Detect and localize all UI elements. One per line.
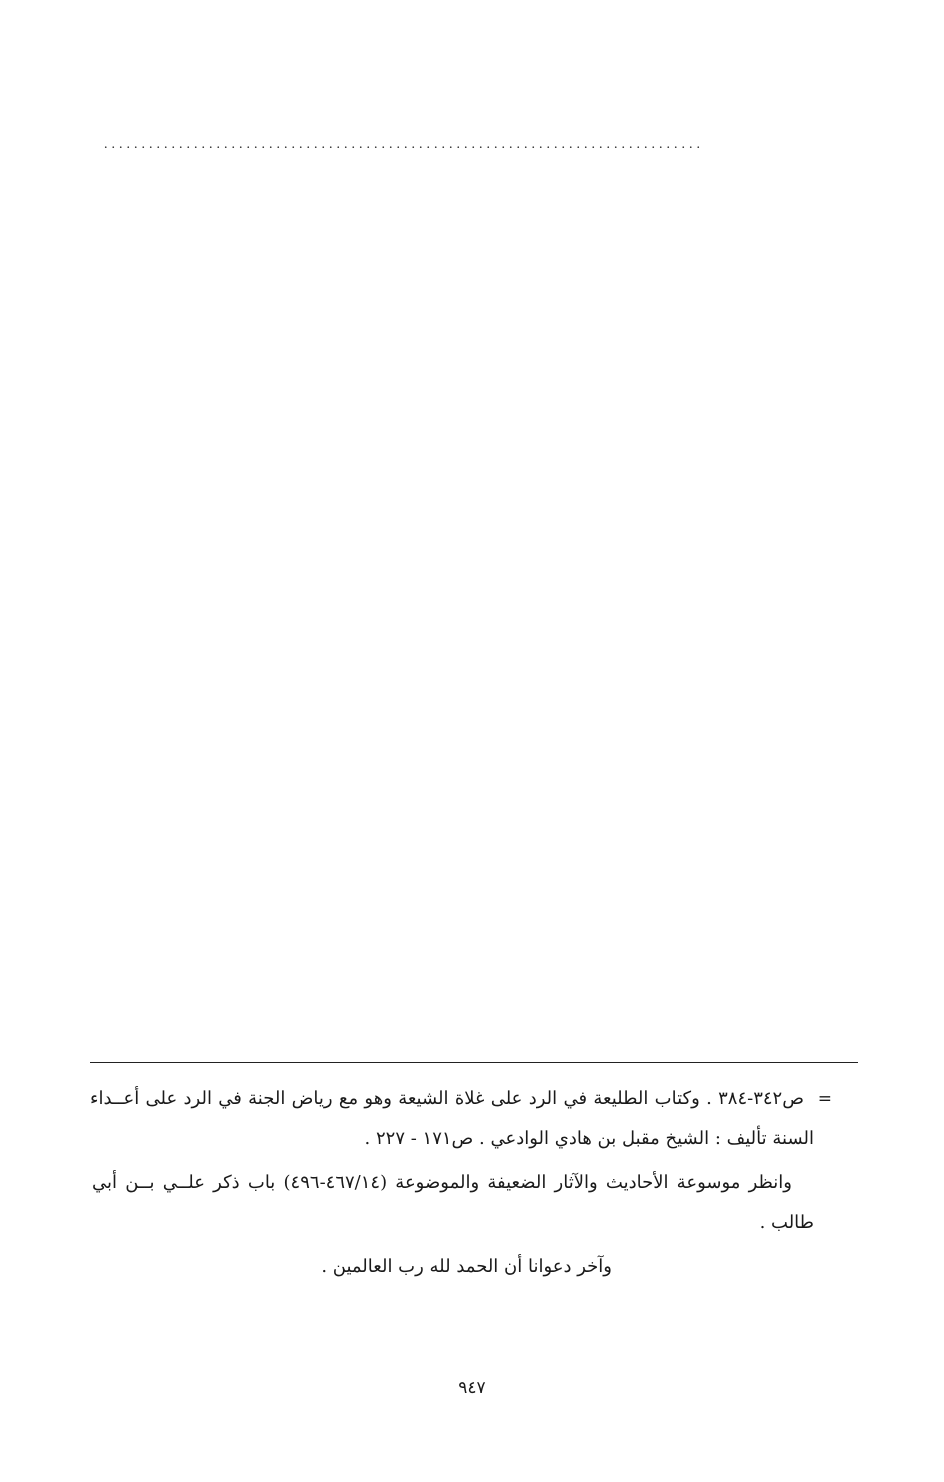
footnote-continuation-marker: =: [817, 1089, 832, 1109]
dotted-separator: ................................................................................: [104, 140, 704, 150]
footnote-divider: [90, 1062, 858, 1063]
footnote-line-3: وانظر موسوعة الأحاديث والآثار الضعيفة والموضوعة (٤٦٧/١٤-٤٩٦) باب ذكر علــي بــن أبي: [92, 1172, 792, 1193]
footnote-line-2: السنة تأليف : الشيخ مقبل بن هادي الوادعي . ص١٧١ - ٢٢٧ .: [364, 1128, 814, 1149]
closing-line: وآخر دعوانا أن الحمد لله رب العالمين .: [321, 1256, 612, 1277]
footnote-line-1: ص٣٤٢-٣٨٤ . وكتاب الطليعة في الرد على غلاة الشيعة وهو مع رياض الجنة في الرد على أعــداء: [90, 1088, 804, 1109]
footnote-line-4: طالب .: [759, 1212, 814, 1233]
page-number: ٩٤٧: [458, 1378, 486, 1398]
